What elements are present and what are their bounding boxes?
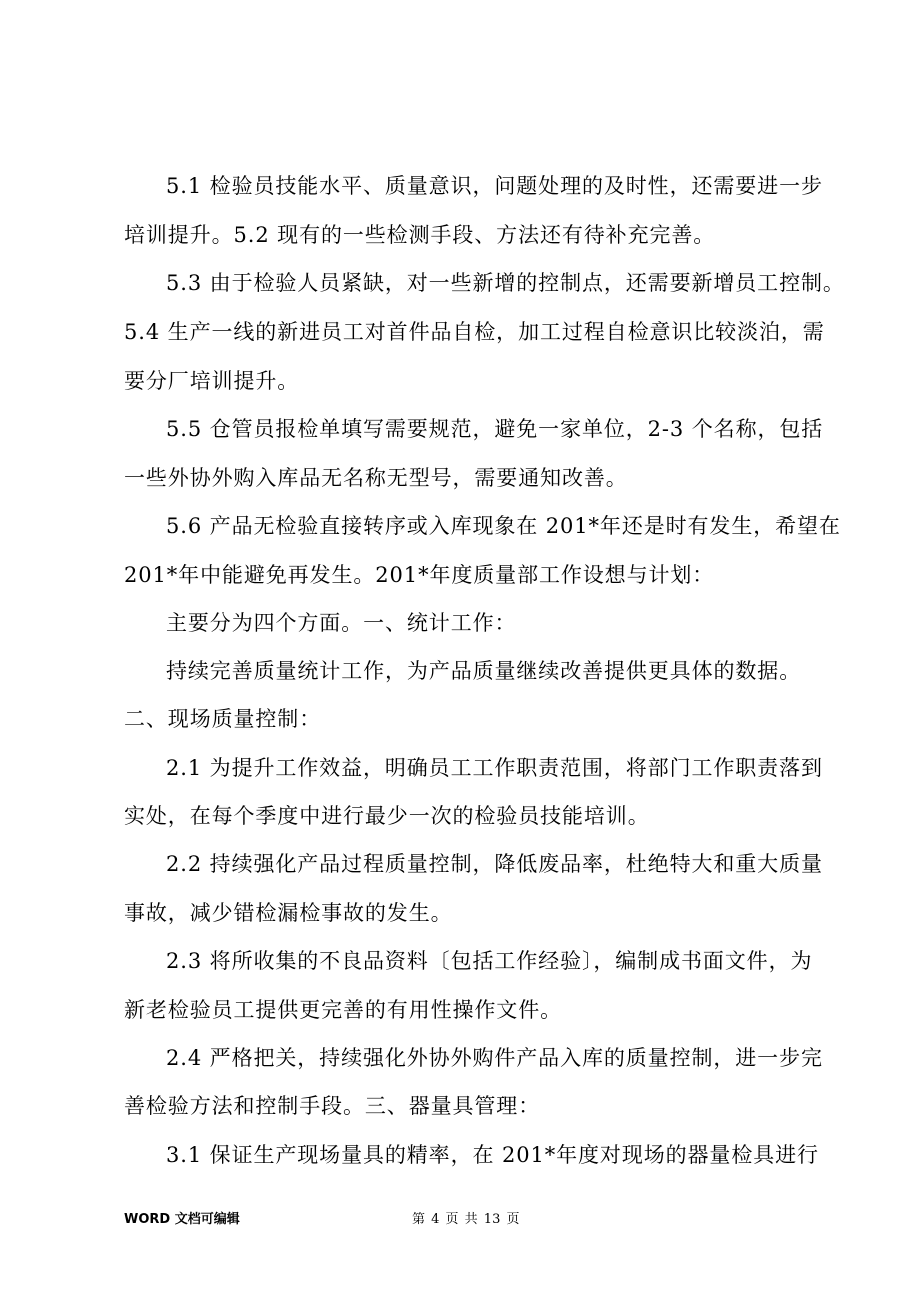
paragraph-line-1: 5.1 检验员技能水平、质量意识，问题处理的及时性，还需要进一步: [166, 174, 823, 198]
paragraph-line-4: 5.4 生产一线的新进员工对首件品自检，加工过程自检意识比较淡泊，需: [124, 320, 825, 344]
paragraph-line-14: 实处，在每个季度中进行最少一次的检验员技能培训。: [124, 804, 650, 828]
paragraph-line-13: 2.1 为提升工作效益，明确员工工作职责范围，将部门工作职责落到: [166, 756, 823, 780]
paragraph-line-18: 新老检验员工提供更完善的有用性操作文件。: [124, 998, 562, 1022]
paragraph-line-3: 5.3 由于检验人员紧缺，对一些新增的控制点，还需要新增员工控制。: [166, 271, 845, 295]
paragraph-line-6: 5.5 仓管员报检单填写需要规范，避免一家单位，2-3 个名称，包括: [166, 417, 824, 441]
paragraph-line-21: 3.1 保证生产现场量具的精率，在 201*年度对现场的器量检具进行: [166, 1143, 819, 1167]
footer-page-number: 第 4 页 共 13 页: [412, 1212, 520, 1227]
paragraph-line-17: 2.3 将所收集的不良品资料〔包括工作经验〕，编制成书面文件，为: [166, 949, 813, 973]
paragraph-line-2: 培训提升。5.2 现有的一些检测手段、方法还有待补充完善。: [124, 223, 716, 247]
paragraph-line-7: 一些外协外购入库品无名称无型号，需要通知改善。: [124, 466, 628, 490]
paragraph-line-12: 二、现场质量控制：: [124, 707, 322, 731]
paragraph-line-19: 2.4 严格把关，持续强化外协外购件产品入库的质量控制，进一步完: [166, 1046, 823, 1070]
paragraph-line-15: 2.2 持续强化产品过程质量控制，降低废品率，杜绝特大和重大质量: [166, 852, 823, 876]
paragraph-line-8: 5.6 产品无检验直接转序或入库现象在 201*年还是时有发生，希望在: [166, 514, 841, 538]
paragraph-line-9: 201*年中能避免再发生。201*年度质量部工作设想与计划：: [124, 563, 715, 587]
paragraph-line-11: 持续完善质量统计工作，为产品质量继续改善提供更具体的数据。: [166, 659, 802, 683]
paragraph-line-20: 善检验方法和控制手段。三、器量具管理：: [124, 1094, 541, 1118]
paragraph-line-16: 事故，减少错检漏检事故的发生。: [124, 901, 453, 925]
paragraph-line-5: 要分厂培训提升。: [124, 369, 300, 393]
footer-editable-label: WORD 文档可编辑: [124, 1212, 240, 1227]
paragraph-line-10: 主要分为四个方面。一、统计工作：: [166, 611, 517, 635]
